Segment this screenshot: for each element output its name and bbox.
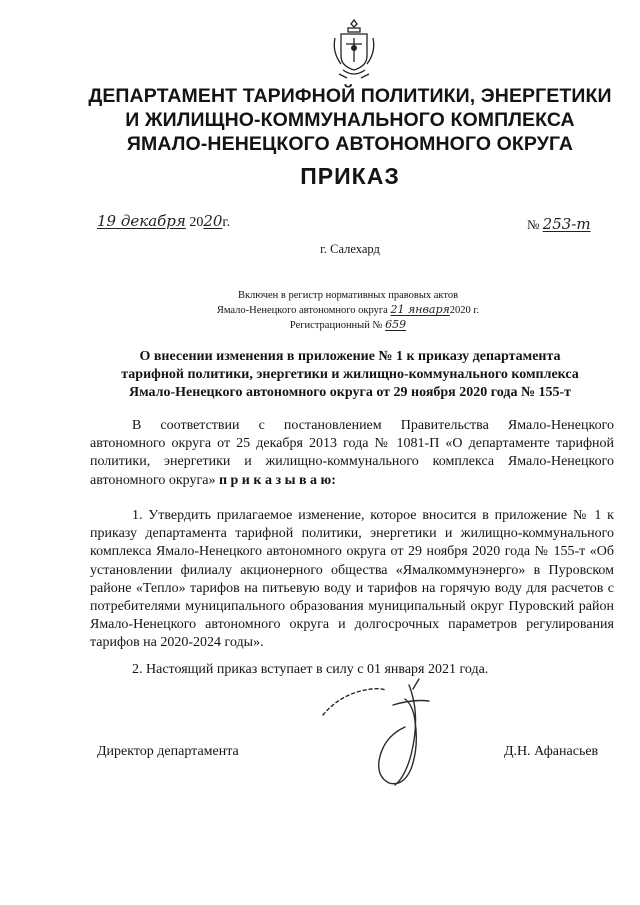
order-subject [70, 348, 630, 402]
item-1-paragraph: 1. Утвердить прилагаемое изменение, которое вносится в приложение № 1 к приказу департамента тарифной политики, энергетики и жилищно-коммунального комплекса Ямало-Ненецкого автономного округа от 29 ноября 2020 года № 155-т «Об установлении филиалу акционерного общества «Ямалкоммунэнерго» в Пуровском районе «Тепло» тарифов на питьевую воду и тарифов на горячую воду для расчетов с потребителями муниципального образования муниципальный округ Пуровский район Ямало-Ненецкого автономного округа и долгосрочных параметров регулирования тарифов на 2020-2024 годы». [90, 508, 614, 651]
order-number-handwritten: 253-т [542, 215, 591, 233]
registration-line-3-prefix: Регистрационный № [289, 320, 383, 331]
subject-line-3: Ямало-Ненецкого автономного округа от 29 ноября 2020 года № 155-т [128, 385, 572, 400]
signatory-name: Д.Н. Афанасьев [504, 744, 599, 759]
item-2-paragraph: 2. Настоящий приказ вступает в силу с 01 января 2021 года. [132, 662, 489, 677]
registration-stamp [178, 289, 518, 333]
signatory-title: Директор департамента [97, 744, 239, 759]
order-year-prefix: 20 [189, 215, 204, 230]
order-number-prefix: № [527, 217, 540, 232]
department-line-1: ДЕПАРТАМЕНТ ТАРИФНОЙ ПОЛИТИКИ, ЭНЕРГЕТИКИ [88, 85, 612, 107]
registration-line-2-prefix: Ямало-Ненецкого автономного округа [216, 305, 388, 316]
subject-line-2: тарифной политики, энергетики и жилищно-коммунального комплекса [121, 367, 579, 382]
department-header [40, 84, 640, 156]
registration-line-2-suffix: 2020 г. [449, 305, 480, 316]
registration-line-2 [178, 303, 518, 318]
department-line-3: ЯМАЛО-НЕНЕЦКОГО АВТОНОМНОГО ОКРУГА [126, 133, 574, 155]
order-date-handwritten: 19 декабря [97, 212, 186, 230]
registration-line-3 [178, 318, 518, 333]
subject-line-1: О внесении изменения в приложение № 1 к приказу департамента [139, 349, 561, 364]
order-title: ПРИКАЗ [300, 163, 400, 189]
preamble-text: В соответствии с постановлением Правительства Ямало-Ненецкого автономного округа от 25 декабря 2013 года № 1081-П «О департаменте тарифной политики, энергетики и жилищно-коммунального комплекса Ямало-Ненецкого автономного округа» [90, 418, 614, 488]
coat-of-arms-emblem-icon [331, 18, 377, 80]
handwritten-signature [305, 665, 475, 795]
decree-word: п р и к а з ы в а ю: [218, 472, 336, 488]
preamble-paragraph [90, 417, 614, 490]
order-city: г. Салехард [320, 242, 380, 256]
registration-number-handwritten: 659 [385, 318, 407, 331]
registration-date-handwritten: 21 января [390, 303, 450, 316]
order-number [527, 215, 591, 233]
order-year-handwritten: 20 [203, 212, 223, 230]
order-date [97, 212, 230, 231]
order-year-suffix: г. [222, 215, 231, 230]
department-line-2: И ЖИЛИЩНО-КОММУНАЛЬНОГО КОМПЛЕКСА [125, 109, 575, 131]
registration-line-1: Включен в регистр нормативных правовых актов [237, 290, 459, 301]
